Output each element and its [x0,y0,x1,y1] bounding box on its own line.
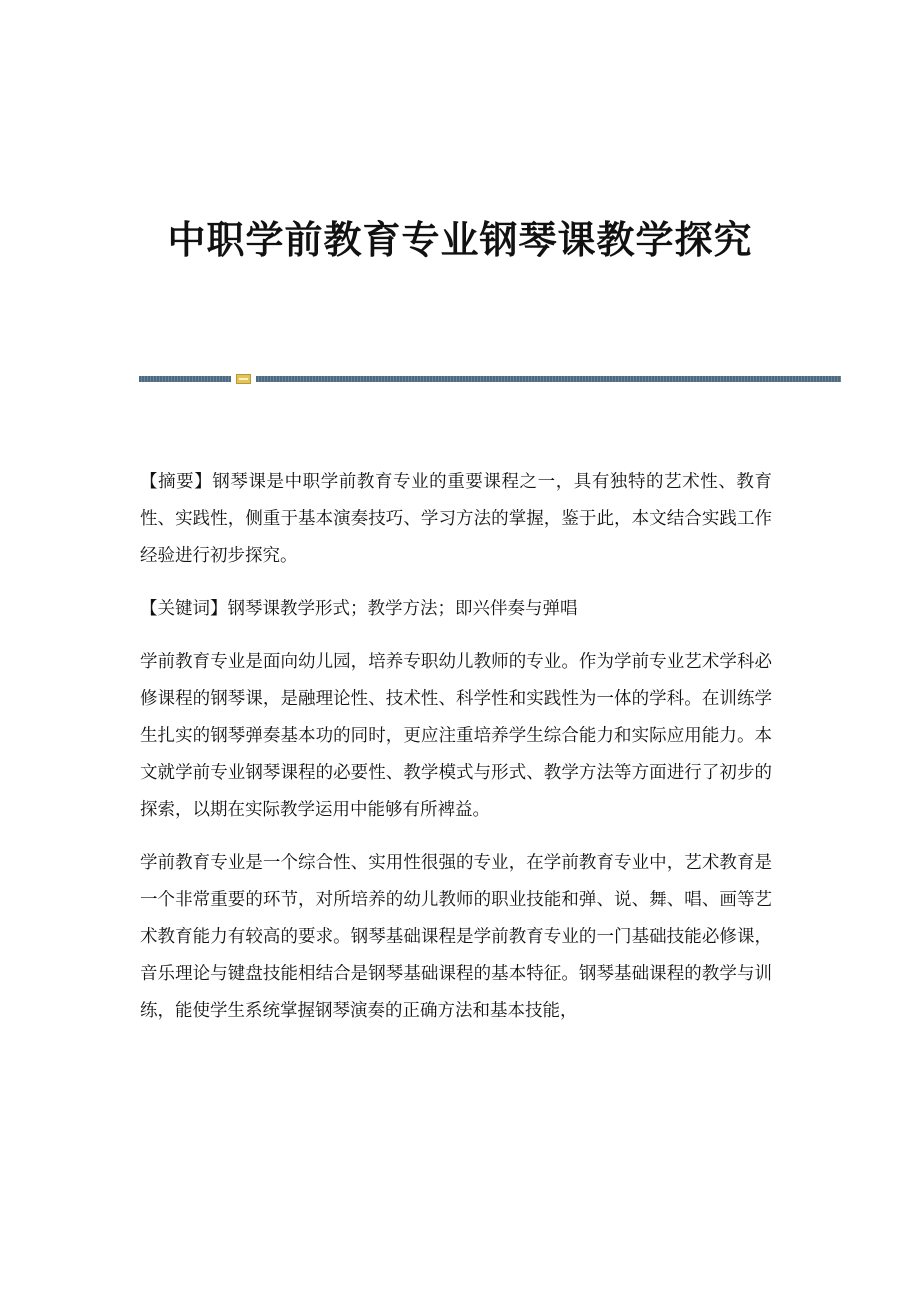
keywords-paragraph: 【关键词】钢琴课教学形式；教学方法；即兴伴奏与弹唱 [140,599,578,619]
document-title: 中职学前教育专业钢琴课教学探究 [167,217,753,262]
body-paragraph-intro: 学前教育专业是面向幼儿园，培养专职幼儿教师的专业。作为学前专业艺术学科必修课程的钢琴课，是融理论性、技术性、科学性和实践性为一体的学科。在训练学生扎实的钢琴弹奏基本功的同时，更应注重培养学生综合能力和实际应用能力。本文就学前专业钢琴课程的必要性、教学模式与形式、教学方法等方面进行了初步的探索，以期在实际教学运用中能够有所裨益。 [140,652,772,820]
title-divider [139,374,841,384]
body-paragraph-second: 学前教育专业是一个综合性、实用性很强的专业，在学前教育专业中，艺术教育是一个非常重要的环节，对所培养的幼儿教师的职业技能和弹、说、舞、唱、画等艺术教育能力有较高的要求。钢琴基础课程是学前教育专业的一门基础技能必修课，音乐理论与键盘技能相结合是钢琴基础课程的基本特征。钢琴基础课程的教学与训练，能使学生系统掌握钢琴演奏的正确方法和基本技能， [140,853,772,1021]
abstract-paragraph: 【摘要】钢琴课是中职学前教育专业的重要课程之一，具有独特的艺术性、教育性、实践性，侧重于基本演奏技巧、学习方法的掌握，鉴于此，本文结合实践工作经验进行初步探究。 [140,472,772,566]
divider-ornament-icon [236,374,251,384]
document-body [140,464,772,1030]
divider-bar-right [256,376,841,382]
divider-bar-left [139,376,231,382]
